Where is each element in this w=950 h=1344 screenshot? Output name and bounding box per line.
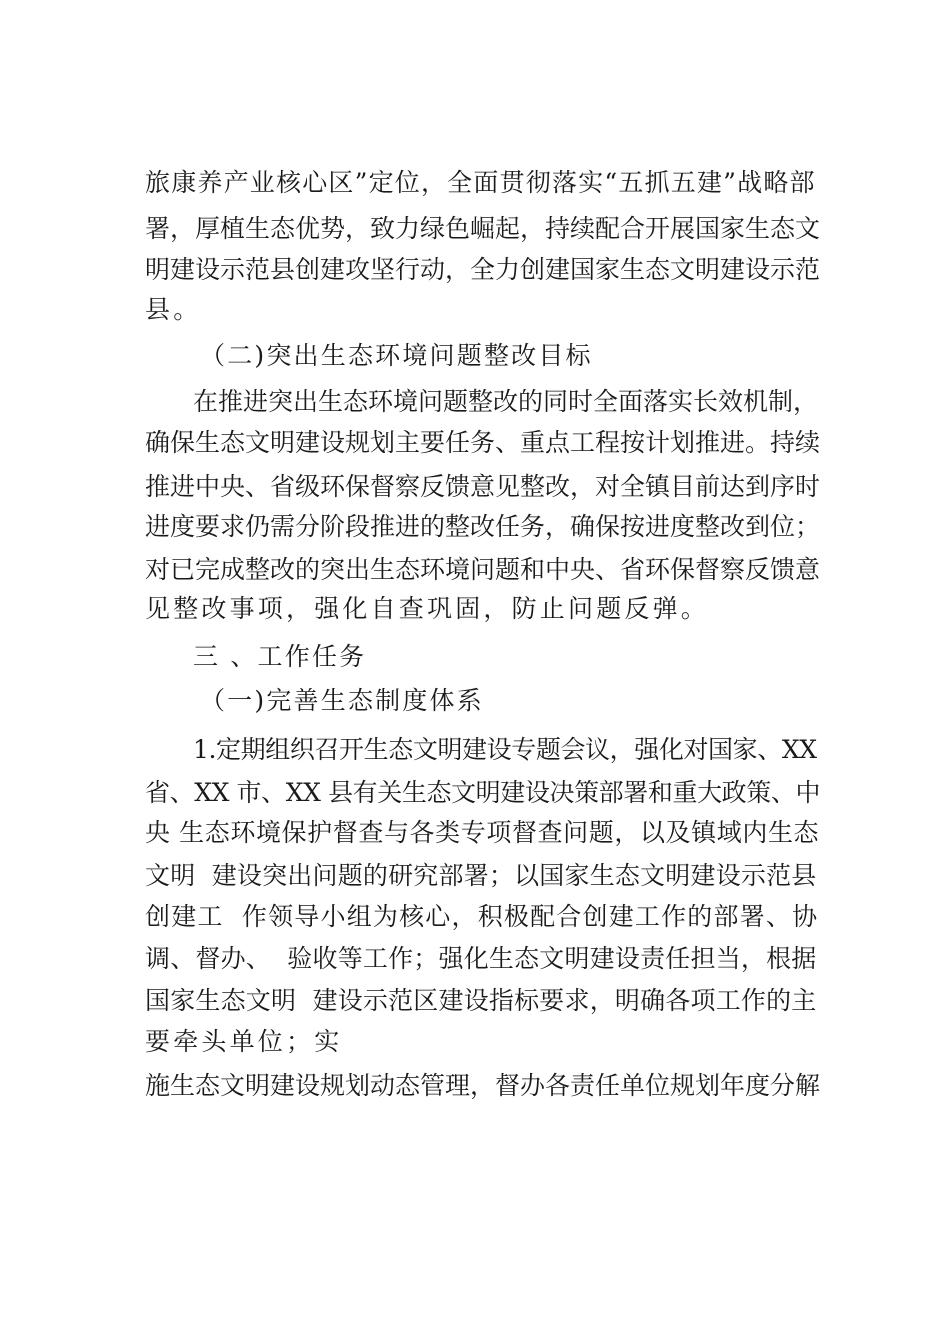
body-text-line: 明建设示范县创建攻坚行动，全力创建国家生态文明建设示范 <box>145 255 821 284</box>
body-text-line: 调、督办、 验收等工作；强化生态文明建设责任担当，根据 <box>145 944 817 973</box>
body-text-line: 文明 建设突出问题的研究部署；以国家生态文明建设示范县 <box>145 861 817 890</box>
body-text-line: 确保生态文明建设规划主要任务、重点工程按计划推进。持续 <box>145 428 821 457</box>
body-text-line: 创建工 作领导小组为核心，积极配合创建工作的部署、协 <box>145 902 819 931</box>
body-text-line: 进度要求仍需分阶段推进的整改任务，确保按进度整改到位； <box>145 512 821 541</box>
body-text-line: 县。 <box>145 295 202 324</box>
body-text-line: 署，厚植生态优势，致力绿色崛起，持续配合开展国家生态文 <box>145 214 821 243</box>
body-text-line: 国家生态文明 建设示范区建设指标要求，明确各项工作的主 <box>145 986 817 1015</box>
paragraph-first-line: 1.定期组织召开生态文明建设专题会议，强化对国家、XX <box>193 735 817 764</box>
paragraph-first-line: 在推进突出生态环境问题整改的同时全面落实长效机制， <box>193 387 819 416</box>
body-text-line: 对已完成整改的突出生态环境问题和中央、省环保督察反馈意 <box>145 555 821 584</box>
chapter-heading: 三 、工作任务 <box>193 642 367 671</box>
body-text-line: 央 生态环境保护督查与各类专项督查问题，以及镇域内生态 <box>145 818 820 847</box>
section-heading-2: （二)突出生态环境问题整改目标 <box>200 341 593 370</box>
body-text-line: 省、XX 市、XX 县有关生态文明建设决策部署和重大政策、中 <box>145 778 821 807</box>
body-text-line: 施生态文明建设规划动态管理，督办各责任单位规划年度分解 <box>145 1071 821 1100</box>
body-text-line: 见整改事项，强化自查巩固，防止问题反弹。 <box>145 594 710 623</box>
section-heading-1: （一)完善生态制度体系 <box>200 686 484 715</box>
body-text-line: 推进中央、省级环保督察反馈意见整改，对全镇目前达到序时 <box>145 472 821 501</box>
body-text-line: 旅康养产业核心区”定位，全面贯彻落实“五抓五建”战略部 <box>145 168 816 197</box>
body-text-line: 要牵头单位；实 <box>145 1027 343 1056</box>
